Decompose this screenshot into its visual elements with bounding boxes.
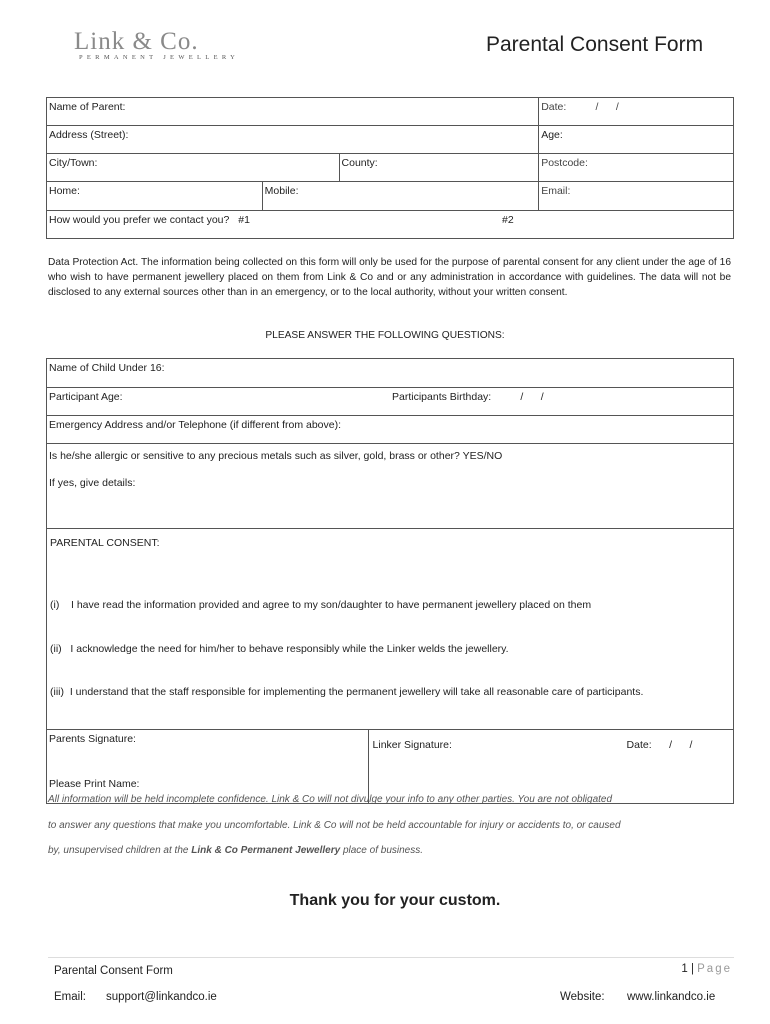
consent-item-2: (ii) I acknowledge the need for him/her to behave responsibly while the Linker welds the jewellery. — [50, 642, 509, 655]
consent-list — [50, 569, 731, 729]
child-details-table — [46, 358, 734, 804]
contact-option-1: #1 — [238, 214, 250, 226]
address-field[interactable] — [47, 126, 539, 154]
participant-age-label: Participant Age: — [49, 391, 123, 403]
parent-name-label: Name of Parent: — [49, 101, 126, 113]
emergency-contact-label: Emergency Address and/or Telephone (if different from above): — [49, 419, 342, 431]
confidentiality-note-line-1: All information will be held incomplete confidence. Link & Co will not divulge your info to any other parties. You are not obligated — [48, 794, 613, 805]
date-label: Date: / / — [541, 101, 619, 113]
page-title: Parental Consent Form — [486, 33, 704, 56]
home-label: Home: — [49, 185, 80, 197]
confidentiality-note-line-2: to answer any questions that make you uncomfortable. Link & Co will not be held accountable for injury or accidents to, or caused — [48, 820, 621, 831]
home-phone-field[interactable] — [47, 182, 263, 211]
page-number-value: 1 | — [681, 963, 698, 975]
contact-preference-field[interactable] — [47, 211, 734, 239]
consent-item-1: (i) I have read the information provided and agree to my son/daughter to have permanent jewellery placed on them — [50, 599, 592, 611]
email-field[interactable] — [539, 182, 734, 211]
footer-form-name: Parental Consent Form — [54, 965, 173, 977]
footer-email-label: Email: — [54, 991, 86, 1003]
city-label: City/Town: — [49, 157, 98, 169]
footer-divider — [48, 957, 734, 958]
allergy-field[interactable] — [47, 444, 734, 529]
note-text-end: place of business. — [340, 845, 424, 856]
parental-consent-heading: PARENTAL CONSENT: — [50, 537, 160, 549]
child-name-field[interactable] — [47, 359, 734, 388]
postcode-field[interactable] — [539, 154, 734, 182]
print-name-label: Please Print Name: — [49, 777, 140, 790]
linker-signature-label: Linker Signature: — [372, 738, 452, 751]
parent-details-table — [46, 97, 734, 239]
data-protection-notice: Data Protection Act. The information being collected on this form will only be used for the purpose of parental consent for any client under the age of 16 who wish to have permanent jewellery placed on them from Link & Co and or any administration in accordance with guidelines. The data will not be disclosed to any external sources other than in an emergency, or to the local authority, without your written consent. — [48, 257, 731, 298]
linker-signature-field[interactable] — [368, 729, 733, 803]
allergy-details-label: If yes, give details: — [49, 477, 136, 489]
parents-signature-label: Parents Signature: — [49, 732, 136, 745]
postcode-label: Postcode: — [541, 157, 588, 169]
allergy-question: Is he/she allergic or sensitive to any precious metals such as silver, gold, brass or other? YES/NO — [49, 450, 503, 462]
contact-option-2: #2 — [502, 214, 514, 226]
emergency-contact-field[interactable] — [47, 416, 734, 444]
questions-heading: PLEASE ANSWER THE FOLLOWING QUESTIONS: — [265, 330, 505, 341]
thank-you-message: Thank you for your custom. — [289, 892, 501, 909]
age-label: Age: — [541, 129, 563, 141]
address-label: Address (Street): — [49, 129, 129, 141]
mobile-label: Mobile: — [264, 185, 299, 197]
signature-date-label: Date: / / — [626, 738, 693, 751]
contact-preference-label: How would you prefer we contact you? — [49, 214, 230, 226]
city-field[interactable] — [47, 154, 340, 182]
note-text: by, unsupervised children at the — [48, 845, 192, 856]
county-label: County: — [341, 157, 378, 169]
footer-website-label: Website: — [560, 991, 605, 1003]
footer-website-link[interactable]: www.linkandco.ie — [627, 991, 716, 1003]
logo-text: Link & Co. — [74, 28, 199, 55]
email-label: Email: — [541, 185, 571, 197]
participant-birthday-label: Participants Birthday: / / — [392, 391, 544, 403]
logo-subtitle: PERMANENT JEWELLERY — [79, 54, 240, 61]
page-word: Page — [697, 963, 732, 975]
age-field[interactable] — [539, 126, 734, 154]
page-number — [681, 963, 732, 975]
participant-age-field[interactable] — [47, 388, 734, 416]
parents-signature-field[interactable] — [47, 729, 369, 803]
date-field[interactable] — [539, 98, 734, 126]
confidentiality-note-line-3 — [48, 845, 738, 856]
county-field[interactable] — [339, 154, 539, 182]
child-name-label: Name of Child Under 16: — [49, 362, 165, 374]
consent-item-3: (iii) I understand that the staff responsible for implementing the permanent jewellery will take all reasonable care of participants. — [50, 686, 644, 698]
business-name: Link & Co Permanent Jewellery — [191, 845, 341, 856]
parent-name-field[interactable] — [47, 98, 539, 126]
footer-email-link[interactable]: support@linkandco.ie — [106, 991, 217, 1003]
parental-consent-section — [47, 529, 734, 730]
mobile-field[interactable] — [262, 182, 539, 211]
